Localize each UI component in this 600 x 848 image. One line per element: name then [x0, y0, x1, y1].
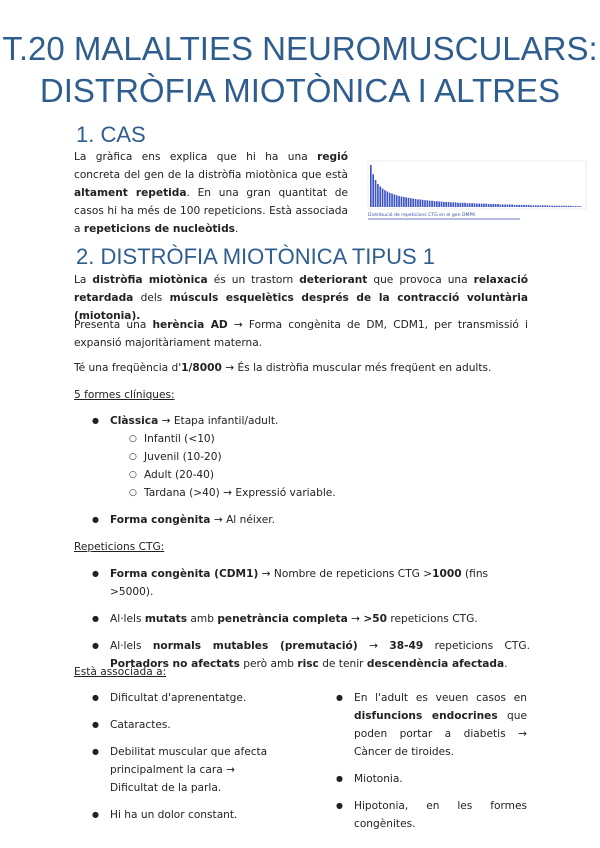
chart-caption: Distribució de repeticions CTG en el gen DMPK — [368, 213, 476, 218]
chart-bar — [514, 205, 516, 207]
chart-bar — [478, 204, 480, 207]
chart-bar — [372, 174, 374, 207]
chart-bar — [483, 204, 485, 207]
chart-bar — [471, 203, 473, 207]
chart-bar — [497, 204, 499, 207]
section-1-paragraph: La gràfica ens explica que hi ha una regió concreta del gen de la distròfia miotònica que està altament repetida. En una gran quantitat de casos hi ha més de 100 repeticions. Està associada a repeticions de nucleòtids. — [74, 151, 348, 235]
chart-bar — [443, 202, 445, 207]
chart-bar — [410, 198, 412, 207]
chart-bar — [530, 205, 532, 207]
ctg-title: Repeticions CTG: — [74, 541, 165, 553]
chart-bar — [405, 197, 407, 207]
chart-bar — [441, 202, 443, 207]
list-item: ● Forma congènita → Al néixer. — [110, 511, 520, 529]
chart-bar — [457, 203, 459, 207]
chart-bar — [455, 202, 457, 207]
dm1-inheritance: Presenta una herència AD → Forma congènita de DM, CDM1, per transmissió i expansió majoritàriament materna. — [74, 319, 528, 349]
chart-bar — [495, 204, 497, 207]
chart-bar — [554, 206, 556, 207]
chart-bar — [379, 186, 381, 207]
chart-bar — [474, 203, 476, 207]
chart-bar — [533, 205, 535, 207]
chart-bar — [511, 204, 513, 207]
list-item: ○ Adult (20-40) — [144, 466, 524, 484]
chart-bar — [504, 204, 506, 207]
chart-bar — [516, 205, 518, 207]
chart-bar — [448, 202, 450, 207]
chart-bar — [535, 205, 537, 207]
title-line-2: DISTRÒFIA MIOTÒNICA I ALTRES — [39, 72, 561, 109]
chart-bar — [492, 204, 494, 207]
chart-bar — [375, 180, 377, 207]
chart-bar — [490, 204, 492, 207]
chart-bar — [370, 165, 372, 207]
list-item: ● Hi ha un dolor constant. — [110, 806, 285, 824]
chart-bar — [507, 204, 509, 207]
chart-bar — [436, 201, 438, 207]
chart-bar — [431, 201, 433, 207]
chart-bar — [434, 201, 436, 207]
dm1-definition: La distròfia miotònica és un trastorn deteriorant que provoca una relaxació retardada dels músculs esquelètics després de la contracció voluntària (miotonia). — [74, 274, 529, 322]
section-2-heading: 2. DISTRÒFIA MIOTÒNICA TIPUS 1 — [76, 244, 435, 269]
chart-bar — [427, 200, 429, 207]
chart-bar — [542, 205, 544, 207]
chart-bar — [452, 202, 454, 207]
chart-bar — [396, 195, 398, 207]
chart-bar — [408, 198, 410, 207]
chart-bar — [575, 206, 577, 207]
list-item: ○ Juvenil (10-20) — [144, 448, 524, 466]
chart-bar — [460, 203, 462, 207]
list-item: ● Al·lels normals mutables (premutació) → 38-49 repeticions CTG. Portadors no afectats però amb risc de tenir descendència afectada. — [110, 637, 530, 673]
chart-bar — [412, 199, 414, 207]
assoc-title: Està associada a: — [74, 666, 167, 678]
chart-bar — [485, 204, 487, 207]
ctg-list — [110, 565, 530, 673]
chart-bar — [568, 206, 570, 207]
chart-bar — [467, 203, 469, 207]
list-item: ● Clàssica → Etapa infantil/adult. — [110, 412, 520, 430]
chart-bar — [544, 205, 546, 207]
chart-bar — [528, 205, 530, 207]
list-item: ● Debilitat muscular que afecta principalment la cara → Dificultat de la parla. — [110, 743, 285, 797]
chart-bar — [556, 206, 558, 207]
chart-bar — [561, 206, 563, 207]
chart-bar — [445, 202, 447, 207]
chart-bar — [391, 194, 393, 207]
chart-bar — [438, 202, 440, 207]
repeat-distribution-chart — [360, 155, 590, 223]
chart-bar — [450, 202, 452, 207]
chart-bar — [401, 197, 403, 208]
chart-bar — [549, 206, 551, 207]
chart-bar — [398, 196, 400, 207]
chart-bar — [462, 203, 464, 207]
chart-bar — [384, 190, 386, 207]
list-item: ● Miotonia. — [354, 770, 527, 788]
chart-bar — [547, 205, 549, 207]
chart-bar — [580, 206, 582, 207]
chart-bar — [488, 204, 490, 207]
chart-bar — [566, 206, 568, 207]
chart-bar — [577, 206, 579, 207]
chart-bar — [429, 201, 431, 207]
list-item: ○ Tardana (>40) → Expressió variable. — [144, 484, 524, 502]
chart-bar — [394, 194, 396, 207]
chart-bar — [386, 191, 388, 207]
chart-bar — [509, 204, 511, 207]
dm1-frequency: Té una freqüència d'1/8000 → És la distròfia muscular més freqüent en adults. — [74, 362, 492, 374]
forms-list-2 — [110, 511, 520, 529]
title-line-1: T.20 MALALTIES NEUROMUSCULARS: — [2, 30, 598, 67]
chart-bar — [551, 206, 553, 207]
chart-bar — [518, 205, 520, 207]
chart-bar — [558, 206, 560, 207]
page-title — [0, 28, 600, 112]
chart-bar — [570, 206, 572, 207]
chart-bar — [521, 205, 523, 207]
forms-list — [110, 412, 520, 430]
chart-bar — [525, 205, 527, 207]
chart-bar — [382, 189, 384, 207]
chart-bar — [523, 205, 525, 207]
assoc-list-left — [110, 689, 285, 824]
list-item: ● Dificultat d'aprenentatge. — [110, 689, 285, 707]
list-item: ● En l'adult es veuen casos en disfuncions endocrines que poden portar a diabetis → Càncer de tiroides. — [354, 689, 527, 761]
chart-bar — [563, 206, 565, 207]
chart-bar — [377, 184, 379, 207]
section-1-heading: 1. CAS — [76, 122, 146, 147]
chart-bar — [502, 204, 504, 207]
chart-bar — [481, 204, 483, 207]
chart-bar — [464, 203, 466, 207]
list-item: ○ Infantil (<10) — [144, 430, 524, 448]
chart-bar — [540, 205, 542, 207]
chart-bar — [415, 199, 417, 207]
list-item: ● Forma congènita (CDM1) → Nombre de repeticions CTG >1000 (fins >5000). — [110, 565, 530, 601]
forms-sublist — [144, 430, 524, 502]
list-item: ● Cataractes. — [110, 716, 285, 734]
list-item: ● Al·lels mutats amb penetrància completa → >50 repeticions CTG. — [110, 610, 530, 628]
chart-bar — [403, 197, 405, 207]
chart-bar — [422, 200, 424, 207]
chart-bar — [476, 204, 478, 207]
chart-bar — [500, 204, 502, 207]
chart-bar — [389, 193, 391, 207]
assoc-list-right — [354, 689, 527, 833]
chart-bar — [573, 206, 575, 207]
forms-title: 5 formes clíniques: — [74, 389, 175, 401]
chart-bar — [417, 199, 419, 207]
chart-bar — [419, 199, 421, 207]
chart-bar — [469, 203, 471, 207]
list-item: ● Hipotonia, en les formes congènites. — [354, 797, 527, 833]
chart-bar — [537, 205, 539, 207]
chart-bar — [424, 200, 426, 207]
